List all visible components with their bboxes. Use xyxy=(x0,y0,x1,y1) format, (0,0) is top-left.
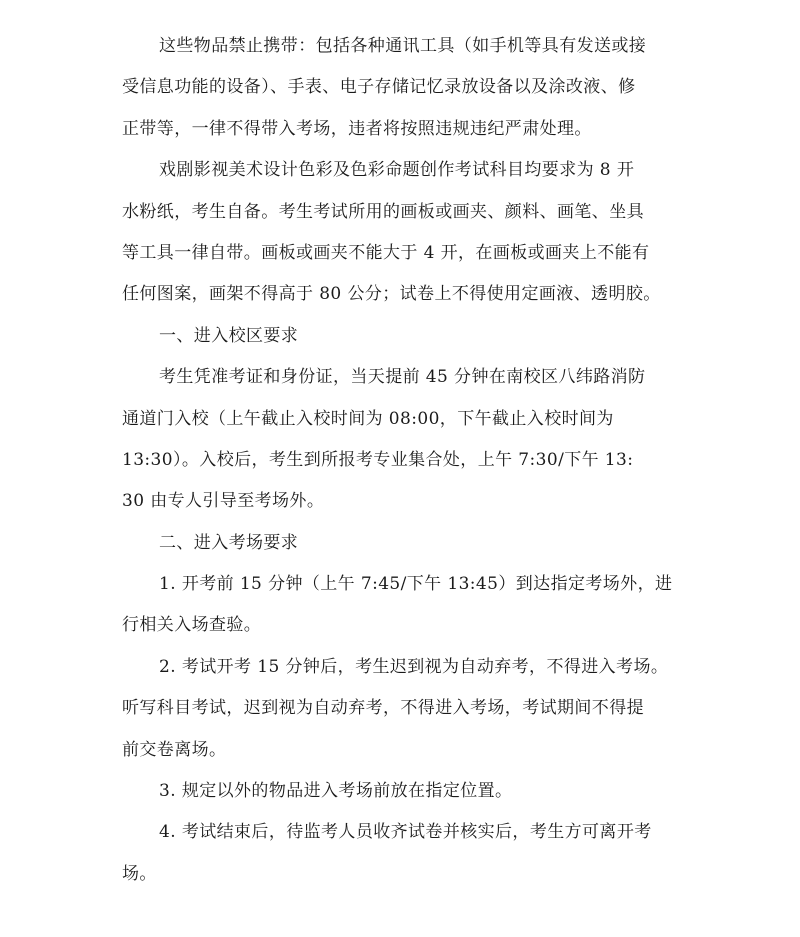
text-line: 行相关入场查验。 xyxy=(122,615,262,636)
text-line: 听写科目考试，迟到视为自动弃考，不得进入考场，考试期间不得提 xyxy=(122,698,644,719)
text-line: 前交卷离场。 xyxy=(122,739,227,760)
text-line: 等工具一律自带。画板或画夹不能大于 4 开，在画板或画夹上不能有 xyxy=(122,242,650,263)
section-heading-exam-room-entry xyxy=(122,523,684,564)
list-item-2 xyxy=(122,647,684,771)
text-line: 考生凭准考证和身份证，当天提前 45 分钟在南校区八纬路消防 xyxy=(159,367,646,388)
paragraph-campus-entry xyxy=(122,357,684,523)
text-line: 正带等，一律不得带入考场，违者将按照违规违纪严肃处理。 xyxy=(122,118,592,139)
text-line: 一、进入校区要求 xyxy=(159,325,299,346)
text-line: 4. 考试结束后，待监考人员收齐试卷并核实后，考生方可离开考 xyxy=(159,822,652,843)
paragraph-prohibited-items xyxy=(122,26,684,150)
text-line: 受信息功能的设备）、手表、电子存储记忆录放设备以及涂改液、修 xyxy=(122,77,636,98)
text-line: 1. 开考前 15 分钟（上午 7:45/下午 13:45）到达指定考场外，进 xyxy=(159,574,673,595)
text-line: 水粉纸，考生自备。考生考试所用的画板或画夹、颜料、画笔、坐具 xyxy=(122,201,644,222)
text-line: 通道门入校（上午截止入校时间为 08:00，下午截止入校时间为 xyxy=(122,408,614,429)
text-line: 这些物品禁止携带：包括各种通讯工具（如手机等具有发送或接 xyxy=(159,36,647,56)
text-line: 戏剧影视美术设计色彩及色彩命题创作考试科目均要求为 8 开 xyxy=(159,160,635,181)
list-item-1 xyxy=(122,564,684,647)
section-heading-campus-entry xyxy=(122,316,684,357)
text-line: 2. 考试开考 15 分钟后，考生迟到视为自动弃考，不得进入考场。 xyxy=(159,656,669,677)
text-line: 场。 xyxy=(122,863,157,884)
list-item-3 xyxy=(122,771,684,812)
text-line: 13:30）。入校后，考生到所报考专业集合处，上午 7:30/下午 13: xyxy=(122,449,634,470)
paragraph-art-materials xyxy=(122,150,684,316)
list-item-4 xyxy=(122,812,684,895)
text-line: 二、进入考场要求 xyxy=(159,532,299,553)
text-line: 30 由专人引导至考场外。 xyxy=(122,491,325,512)
text-line: 任何图案，画架不得高于 80 公分；试卷上不得使用定画液、透明胶。 xyxy=(122,284,661,305)
document-page xyxy=(122,26,684,895)
text-line: 3. 规定以外的物品进入考场前放在指定位置。 xyxy=(159,781,513,802)
